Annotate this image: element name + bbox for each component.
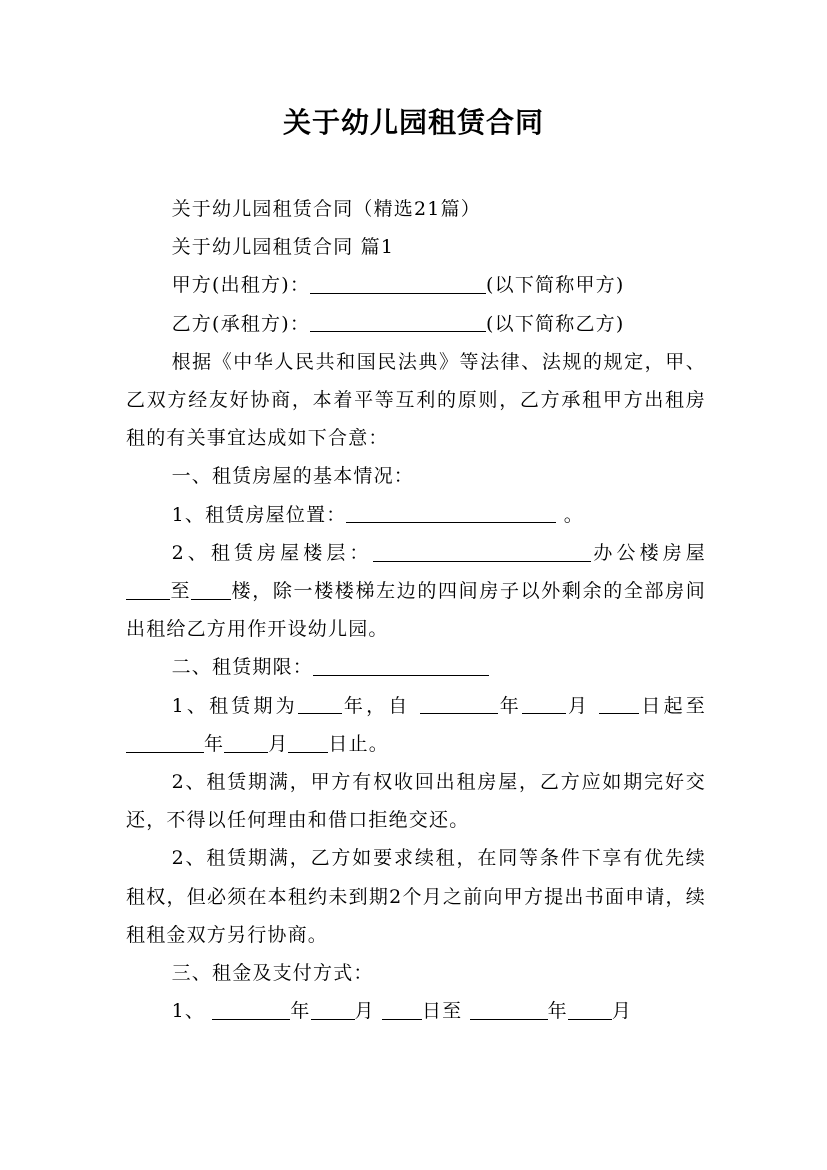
term-2-paragraph: 2、租赁期满，甲方有权收回出租房屋，乙方应如期完好交还，不得以任何理由和借口拒绝交还。 [126,771,706,832]
term-1-f: 年 [204,732,225,755]
party-a-label: 甲方(出租方)： [171,274,311,297]
term-1-g: 月 [268,732,289,755]
start-year-blank [420,694,498,714]
pay-1-b: 年 [290,1000,311,1023]
party-b-line [126,305,706,343]
party-a-line [126,266,706,304]
item-2-zhi: 至 [170,580,192,603]
pay-1-a: 1、 [171,1000,213,1023]
term-blank [313,656,489,676]
item-2-paragraph [126,534,706,649]
term-3-paragraph: 2、租赁期满，乙方如要求续租，在同等条件下享有优先续租权，但必须在本租约未到期2个月之前向甲方提出书面申请，续租租金双方另行协商。 [126,847,706,946]
term-1-e: 日起至 [639,694,706,717]
term-1-b: 年，自 [341,694,420,717]
item-2-label: 2、租赁房屋楼层： [171,541,373,564]
end-day-blank [288,733,328,753]
start-month-blank [522,694,566,714]
heading-2-text: 二、租赁期限： [171,656,313,679]
term-years-blank [298,694,342,714]
pay-end-month-blank [568,1000,612,1020]
pay-1-line [126,992,706,1030]
term-1-a: 1、租赁期为 [171,694,298,717]
end-month-blank [224,733,268,753]
party-b-label: 乙方(承租方)： [171,312,311,335]
term-1-paragraph [126,687,706,763]
party-b-suffix: (以下简称乙方) [486,312,625,335]
party-b-blank [310,312,486,332]
pay-1-d: 日至 [421,1000,470,1023]
document-body [126,190,706,1030]
item-1-label: 1、租赁房屋位置： [171,503,347,526]
pay-1-c: 月 [354,1000,382,1023]
section-heading: 关于幼儿园租赁合同 篇1 [171,236,395,259]
pay-start-month-blank [311,1000,355,1020]
item-2-mid: 办公楼房屋 [590,541,706,564]
heading-2 [126,648,706,686]
party-a-suffix: (以下简称甲方) [486,274,625,297]
party-a-blank [310,274,486,294]
intro-paragraph: 根据《中华人民共和国民法典》等法律、法规的规定，甲、乙双方经友好协商，本着平等互利的原则，乙方承租甲方出租房租的有关事宜达成如下合意： [126,350,706,450]
pay-start-day-blank [382,1000,422,1020]
subtitle-line: 关于幼儿园租赁合同（精选21篇） [171,198,481,220]
pay-start-year-blank [212,1000,290,1020]
start-day-blank [599,694,639,714]
term-1-h: 日止。 [328,732,390,755]
pay-1-f: 月 [611,1000,633,1023]
document-title: 关于幼儿园租赁合同 [282,106,544,139]
floor-blank [373,542,591,562]
term-1-c: 年 [497,694,522,717]
pay-1-e: 年 [547,1000,568,1023]
term-1-d: 月 [565,694,600,717]
end-year-blank [126,733,204,753]
heading-3: 三、租金及支付方式： [171,962,374,985]
floor-to-blank [191,580,231,600]
location-blank [346,503,556,523]
item-1-line [126,496,706,534]
floor-from-blank [126,580,170,600]
item-2-rest: 楼，除一楼楼梯左边的四间房子以外剩余的全部房间出租给乙方用作开设幼儿园。 [126,580,707,641]
pay-end-year-blank [470,1000,548,1020]
item-1-end: 。 [556,503,584,526]
heading-1: 一、租赁房屋的基本情况： [171,465,414,488]
